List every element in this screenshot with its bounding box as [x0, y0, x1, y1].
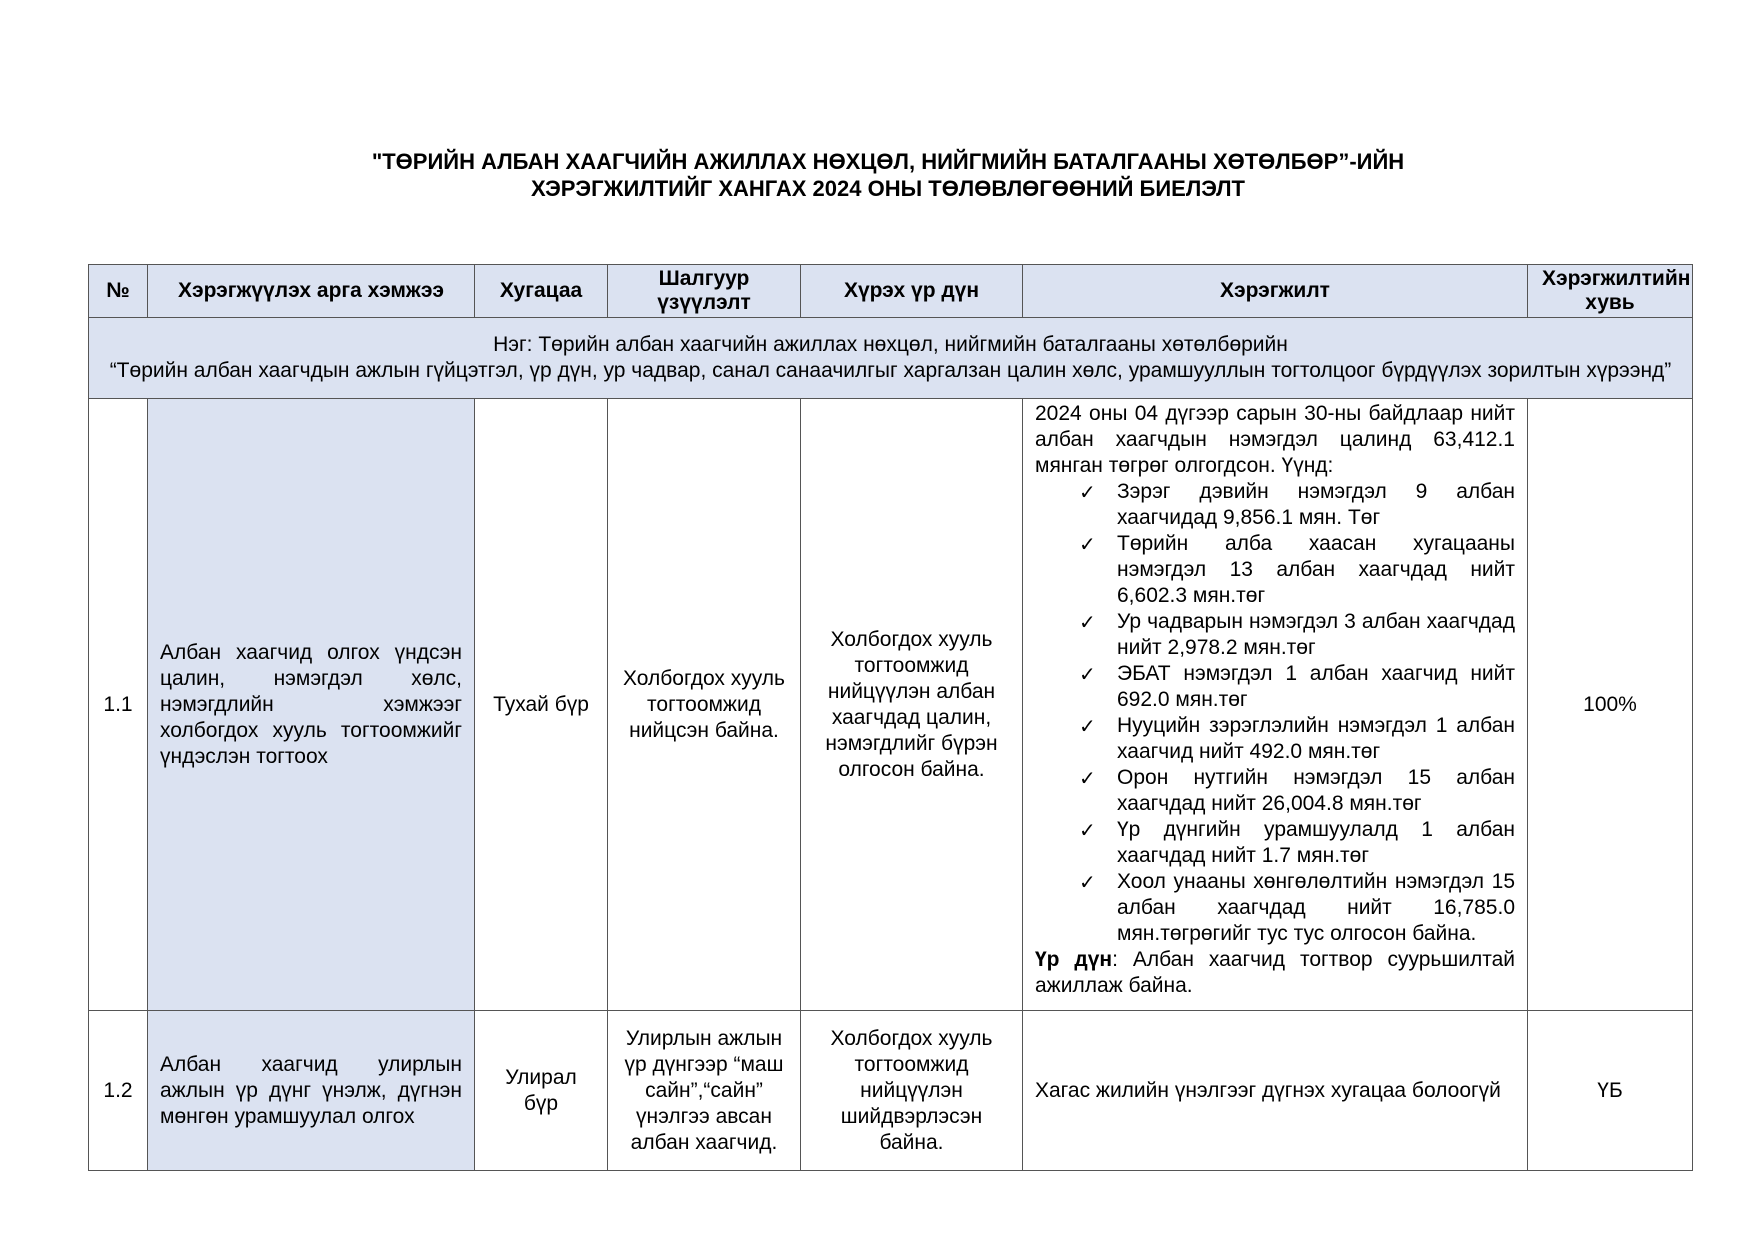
table-row	[89, 1011, 1693, 1171]
action-cell: Албан хаагчид олгох үндсэн цалин, нэмэгдэл хөлс, нэмэгдлийн хэмжээг холбогдох хууль тогтоомжийг үндэслэн тогтоох	[148, 399, 475, 1011]
criteria-cell: Холбогдох хууль тогтоомжид нийцсэн байна.	[608, 399, 801, 1011]
list-item-text: Орон нутгийн нэмэгдэл 15 албан хаагчдад нийт 26,004.8 мян.төг	[1117, 766, 1515, 815]
list-item	[1079, 609, 1515, 661]
list-item-text: Нууцийн зэрэглэлийн нэмэгдэл 1 албан хаагчид нийт 492.0 мян.төг	[1117, 714, 1515, 763]
list-item	[1079, 869, 1515, 947]
outcome-text: : Албан хаагчид тогтвор суурьшилтай ажиллаж байна.	[1035, 948, 1515, 997]
check-icon: ✓	[1079, 662, 1096, 686]
header-row	[89, 265, 1693, 318]
header-action: Хэрэгжүүлэх арга хэмжээ	[148, 265, 475, 318]
title-line-1: "ТӨРИЙН АЛБАН ХААГЧИЙН АЖИЛЛАХ НӨХЦӨЛ, НИЙГМИЙН БАТАЛГААНЫ ХӨТӨЛБӨР”-ИЙН	[371, 149, 1405, 174]
document-title	[88, 148, 1688, 202]
implementation-intro: 2024 оны 04 дүгээр сарын 30-ны байдлаар нийт албан хаагчдын нэмэгдэл цалинд 63,412.1 мянган төгрөг олгогдсон. Үүнд:	[1035, 402, 1515, 477]
list-item-text: Төрийн алба хаасан хугацааны нэмэгдэл 13 албан хаагчдад нийт 6,602.3 мян.төг	[1117, 532, 1515, 607]
criteria-cell: Улирлын ажлын үр дүнгээр “маш сайн”,“сайн” үнэлгээ авсан албан хаагчид.	[608, 1011, 801, 1171]
check-icon: ✓	[1079, 818, 1096, 842]
percent-cell: ҮБ	[1528, 1011, 1693, 1171]
row-number: 1.1	[89, 399, 148, 1011]
goal-row	[89, 318, 1693, 399]
check-icon: ✓	[1079, 714, 1096, 738]
check-icon: ✓	[1079, 480, 1096, 504]
header-result: Хүрэх үр дүн	[801, 265, 1023, 318]
list-item	[1079, 531, 1515, 609]
goal-line-1: Нэг: Төрийн албан хаагчийн ажиллах нөхцөл, нийгмийн баталгааны хөтөлбөрийн	[493, 333, 1288, 356]
list-item	[1079, 661, 1515, 713]
list-item-text: Ур чадварын нэмэгдэл 3 албан хаагчдад нийт 2,978.2 мян.төг	[1117, 610, 1515, 659]
header-no: №	[89, 265, 148, 318]
implementation-cell	[1023, 399, 1528, 1011]
check-icon: ✓	[1079, 532, 1096, 556]
implementation-cell: Хагас жилийн үнэлгээг дүгнэх хугацаа болоогүй	[1023, 1011, 1528, 1171]
list-item-text: ЭБАТ нэмэгдэл 1 албан хаагчид нийт 692.0 мян.төг	[1117, 662, 1515, 711]
action-cell: Албан хаагчид улирлын ажлын үр дүнг үнэлж, дүгнэн мөнгөн урамшуулал олгох	[148, 1011, 475, 1171]
header-implementation: Хэрэгжилт	[1023, 265, 1528, 318]
deadline-cell: Тухай бүр	[475, 399, 608, 1011]
list-item	[1079, 713, 1515, 765]
title-line-2: ХЭРЭГЖИЛТИЙГ ХАНГАХ 2024 ОНЫ ТӨЛӨВЛӨГӨӨНИЙ БИЕЛЭЛТ	[530, 176, 1245, 201]
header-deadline: Хугацаа	[475, 265, 608, 318]
result-cell: Холбогдох хууль тогтоомжид нийцүүлэн албан хаагчдад цалин, нэмэгдлийг бүрэн олгосон байна.	[801, 399, 1023, 1011]
check-icon: ✓	[1079, 766, 1096, 790]
result-cell: Холбогдох хууль тогтоомжид нийцүүлэн шийдвэрлэсэн байна.	[801, 1011, 1023, 1171]
list-item	[1079, 817, 1515, 869]
row-number: 1.2	[89, 1011, 148, 1171]
list-item	[1079, 765, 1515, 817]
list-item-text: Үр дүнгийн урамшуулалд 1 албан хаагчдад нийт 1.7 мян.төг	[1117, 818, 1515, 867]
check-icon: ✓	[1079, 870, 1096, 894]
goal-line-2: “Төрийн албан хаагчдын ажлын гүйцэтгэл, үр дүн, ур чадвар, санал санаачилгыг харгалзан цалин хөлс, урамшууллын тогтолцоог бүрдүүлэх зорилтын хүрээнд”	[109, 359, 1672, 382]
list-item-text: Хоол унааны хөнгөлөлтийн нэмэгдэл 15 албан хаагчдад нийт 16,785.0 мян.төгрөгийг тус тус олгосон байна.	[1117, 870, 1515, 945]
plan-table	[88, 264, 1693, 1171]
percent-cell: 100%	[1528, 399, 1693, 1011]
payment-list	[1035, 479, 1515, 947]
check-icon: ✓	[1079, 610, 1096, 634]
table-row	[89, 399, 1693, 1011]
deadline-cell: Улирал бүр	[475, 1011, 608, 1171]
list-item	[1079, 479, 1515, 531]
goal-cell	[89, 318, 1693, 399]
header-criteria: Шалгуур үзүүлэлт	[608, 265, 801, 318]
implementation-outcome	[1035, 947, 1515, 999]
outcome-label: Үр дүн	[1035, 948, 1113, 971]
list-item-text: Зэрэг дэвийн нэмэгдэл 9 албан хаагчидад 9,856.1 мян. Төг	[1117, 480, 1515, 529]
header-percent: Хэрэгжилтийн хувь	[1528, 265, 1693, 318]
